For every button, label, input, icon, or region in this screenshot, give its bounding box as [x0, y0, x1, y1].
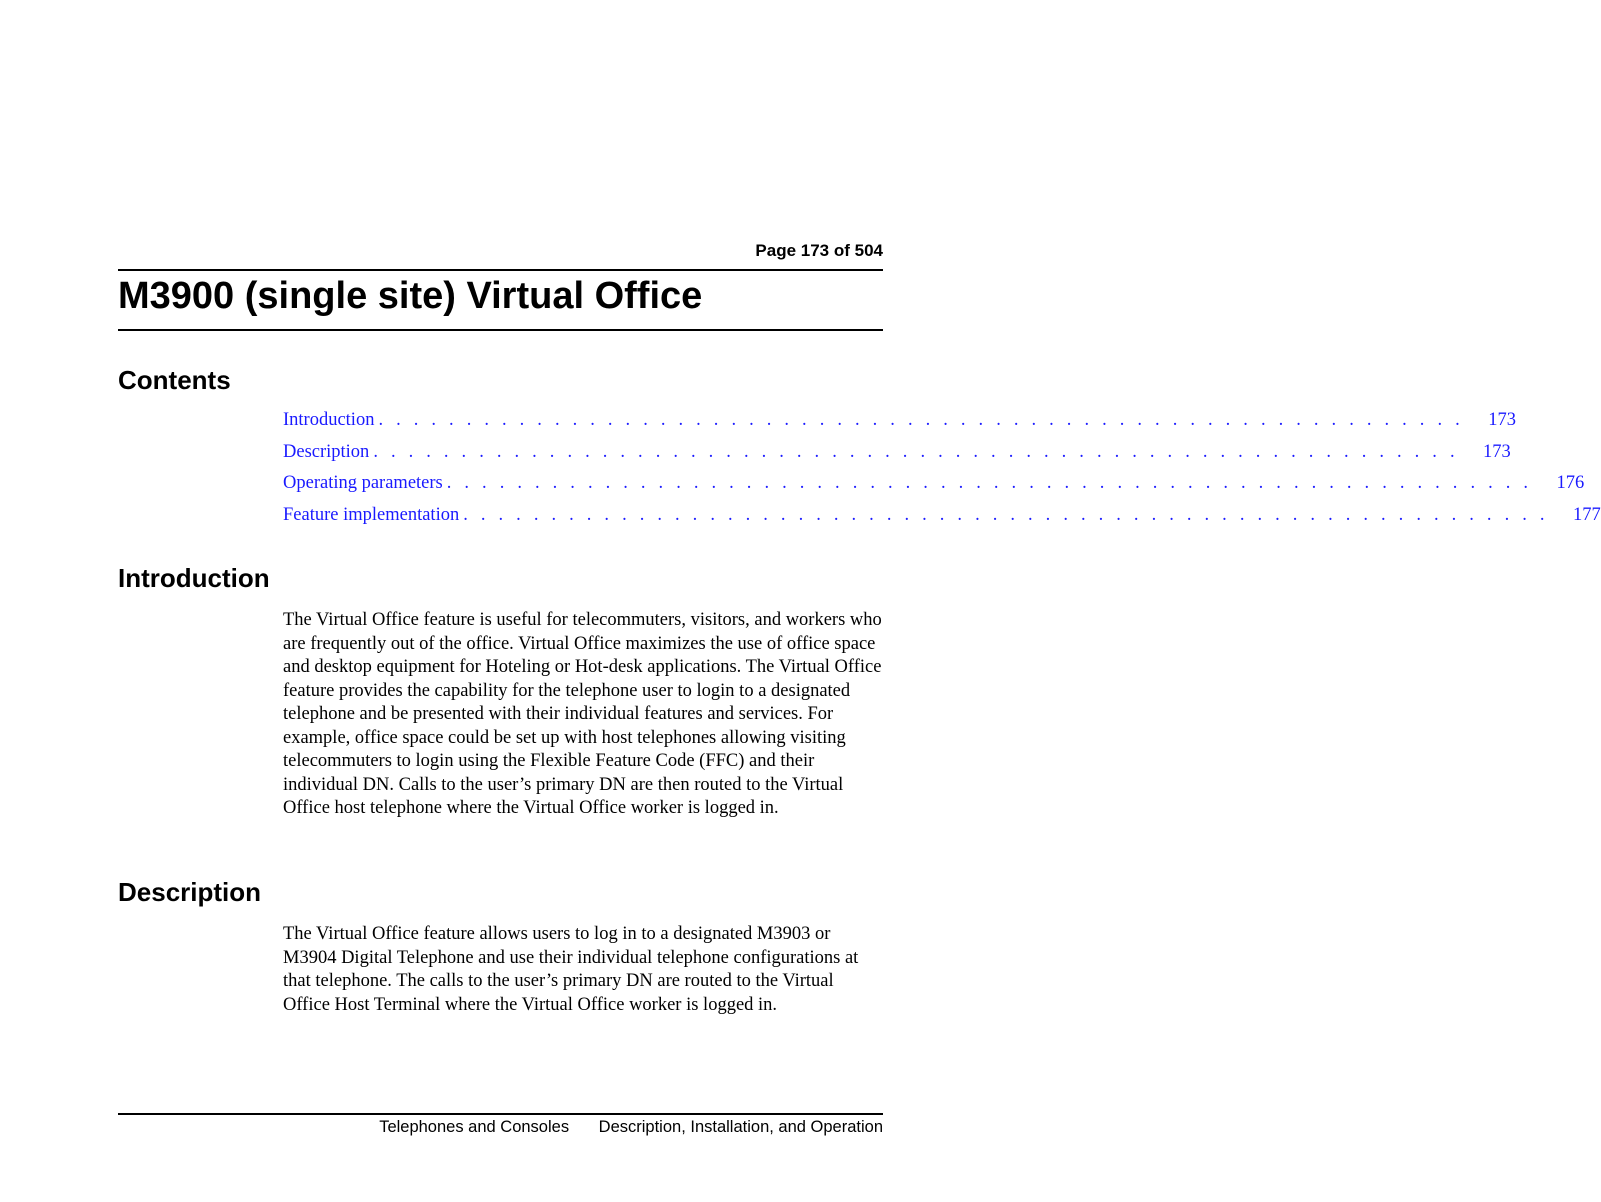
- toc-item-page[interactable]: 176: [1556, 473, 1585, 493]
- page-number: Page 173 of 504: [755, 241, 883, 260]
- toc-leader: . . . . . . . . . . . . . . . . . . . . . . . . . . . . . . . . . . . . . . . . . . . . . . . . . . . . . . . . . . . . . .: [463, 504, 1549, 525]
- description-heading: Description: [118, 877, 262, 907]
- introduction-paragraph: The Virtual Office feature is useful for telecommuters, visitors, and workers who are frequently out of the office. Virtual Office maximizes the use of office space and desktop equipment for Hoteling or Hot-desk applications. The Virtual Office feature provides the capability for the telephone user to login to a designated telephone and be presented with their individual features and services. For example, office space could be set up with host telephones allowing visiting telecommuters to login using the Flexible Feature Code (FFC) and their individual DN. Calls to the user’s primary DN are then routed to the Virtual Office host telephone where the Virtual Office worker is logged in.: [283, 610, 882, 818]
- toc-leader: . . . . . . . . . . . . . . . . . . . . . . . . . . . . . . . . . . . . . . . . . . . . . . . . . . . . . . . . . . . . . .: [373, 441, 1459, 462]
- toc-item-page[interactable]: 173: [1483, 441, 1511, 462]
- contents-heading: Contents: [118, 365, 231, 395]
- toc-leader: . . . . . . . . . . . . . . . . . . . . . . . . . . . . . . . . . . . . . . . . . . . . . . . . . . . . . . . . . . . . . .: [378, 410, 1464, 430]
- footer-book-title: Telephones and Consoles: [379, 1118, 570, 1136]
- toc-item-label[interactable]: Operating parameters: [283, 473, 443, 493]
- footer-book-subtitle: Description, Installation, and Operation: [598, 1118, 883, 1136]
- toc-item-page[interactable]: 173: [1488, 410, 1516, 430]
- toc-item-label[interactable]: Feature implementation: [283, 504, 460, 525]
- toc-item-page[interactable]: 177: [1572, 504, 1601, 525]
- toc-item-label[interactable]: Introduction: [283, 410, 375, 430]
- toc-item-feature-implementation[interactable]: [283, 504, 1601, 537]
- table-of-contents: [283, 410, 1601, 536]
- toc-item-introduction[interactable]: [283, 410, 1516, 442]
- title-rule: [118, 329, 883, 331]
- toc-item-operating-parameters[interactable]: [283, 473, 1585, 505]
- footer-rule: [118, 1113, 883, 1115]
- toc-item-label[interactable]: Description: [283, 441, 370, 462]
- toc-leader: . . . . . . . . . . . . . . . . . . . . . . . . . . . . . . . . . . . . . . . . . . . . . . . . . . . . . . . . . . . . . .: [446, 473, 1533, 493]
- header-rule: [118, 269, 883, 271]
- page-footer: [379, 1118, 883, 1137]
- page-title: M3900 (single site) Virtual Office: [118, 275, 703, 317]
- description-paragraph: The Virtual Office feature allows users to log in to a designated M3903 or M3904 Digital Telephone and use their individual telephone configurations at that telephone. The calls to the user’s primary DN are routed to the Virtual Office Host Terminal where the Virtual Office worker is logged in.: [283, 924, 859, 1015]
- toc-item-description[interactable]: [283, 441, 1511, 474]
- introduction-heading: Introduction: [118, 563, 270, 593]
